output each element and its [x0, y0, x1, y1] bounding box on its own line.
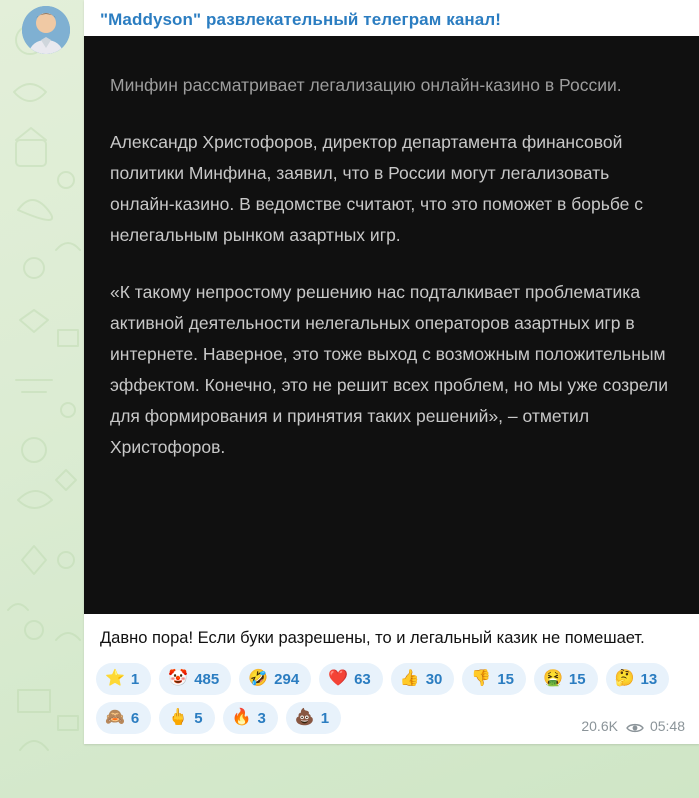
- reaction-emoji-icon: 🤔: [614, 670, 635, 687]
- reaction-count: 5: [194, 709, 203, 727]
- reaction-middle-finger[interactable]: [159, 702, 214, 734]
- reaction-count: 13: [640, 670, 658, 688]
- reaction-emoji-icon: ⭐: [105, 670, 125, 687]
- post-caption: Давно пора! Если буки разрешены, то и легальный казик не помешает.: [100, 629, 645, 647]
- message-bubble: [84, 0, 699, 744]
- reaction-poop[interactable]: [286, 702, 341, 734]
- reaction-count: 3: [257, 709, 266, 727]
- post-image-paragraph-3: «К такому непростому решению нас подталкивает проблематика активной деятельности нелегальных операторов азартных игр в интернете. Наверное, это тоже выход с возможным положительным эффектом. Конечно, это не решит всех проблем, но мы уже созрели для формирования и принятия таких решений», – отметил Христофоров.: [110, 282, 669, 457]
- reaction-emoji-icon: 🤡: [168, 670, 189, 687]
- avatar[interactable]: [22, 6, 70, 54]
- reaction-count: 1: [320, 709, 330, 727]
- reaction-count: 485: [194, 670, 220, 688]
- reaction-count: 15: [497, 670, 514, 688]
- channel-title: "Maddyson" развлекательный телеграм канал!: [100, 10, 501, 29]
- reaction-heart[interactable]: [319, 663, 383, 695]
- reaction-thumbs-down[interactable]: [462, 663, 526, 695]
- reaction-star[interactable]: [96, 663, 151, 695]
- reaction-thinking[interactable]: [606, 663, 670, 695]
- reaction-emoji-icon: ❤️: [328, 670, 349, 687]
- reaction-see-no-evil[interactable]: [96, 702, 151, 734]
- reaction-emoji-icon: 👎: [471, 670, 492, 687]
- reaction-count: 294: [274, 670, 300, 688]
- post-image[interactable]: [84, 36, 699, 614]
- reaction-fire[interactable]: [223, 702, 278, 734]
- reaction-emoji-icon: 👍: [399, 670, 420, 687]
- reaction-count: 15: [568, 670, 586, 688]
- post-image-paragraph-1: Минфин рассматривает легализацию онлайн-казино в России.: [110, 75, 622, 95]
- reaction-emoji-icon: 🔥: [231, 709, 252, 726]
- reaction-emoji-icon: 💩: [294, 709, 315, 726]
- reaction-emoji-icon: 🤮: [543, 670, 563, 687]
- reaction-emoji-icon: 🖕: [168, 709, 189, 726]
- message-meta: [581, 718, 685, 734]
- reaction-thumbs-up[interactable]: [391, 663, 455, 695]
- view-count: [581, 718, 618, 734]
- reaction-count: 1: [130, 670, 140, 688]
- view-count-value: 20.6K: [581, 718, 618, 734]
- reaction-clown[interactable]: [159, 663, 231, 695]
- reaction-count: 63: [354, 670, 371, 688]
- reaction-count: 30: [425, 670, 443, 688]
- eye-icon: [626, 721, 642, 732]
- reaction-emoji-icon: 🤣: [248, 670, 269, 687]
- reaction-count: 6: [130, 709, 140, 727]
- reaction-emoji-icon: 🙈: [105, 709, 125, 726]
- message-time: 05:48: [649, 718, 685, 734]
- reaction-rofl[interactable]: [239, 663, 311, 695]
- reaction-vomit[interactable]: [534, 663, 598, 695]
- post-image-paragraph-2: Александр Христофоров, директор департамента финансовой политики Минфина, заявил, что в России могут легализовать онлайн-казино. В ведомстве считают, что это поможет в борьбе с нелегальным рынком азартных игр.: [110, 132, 643, 245]
